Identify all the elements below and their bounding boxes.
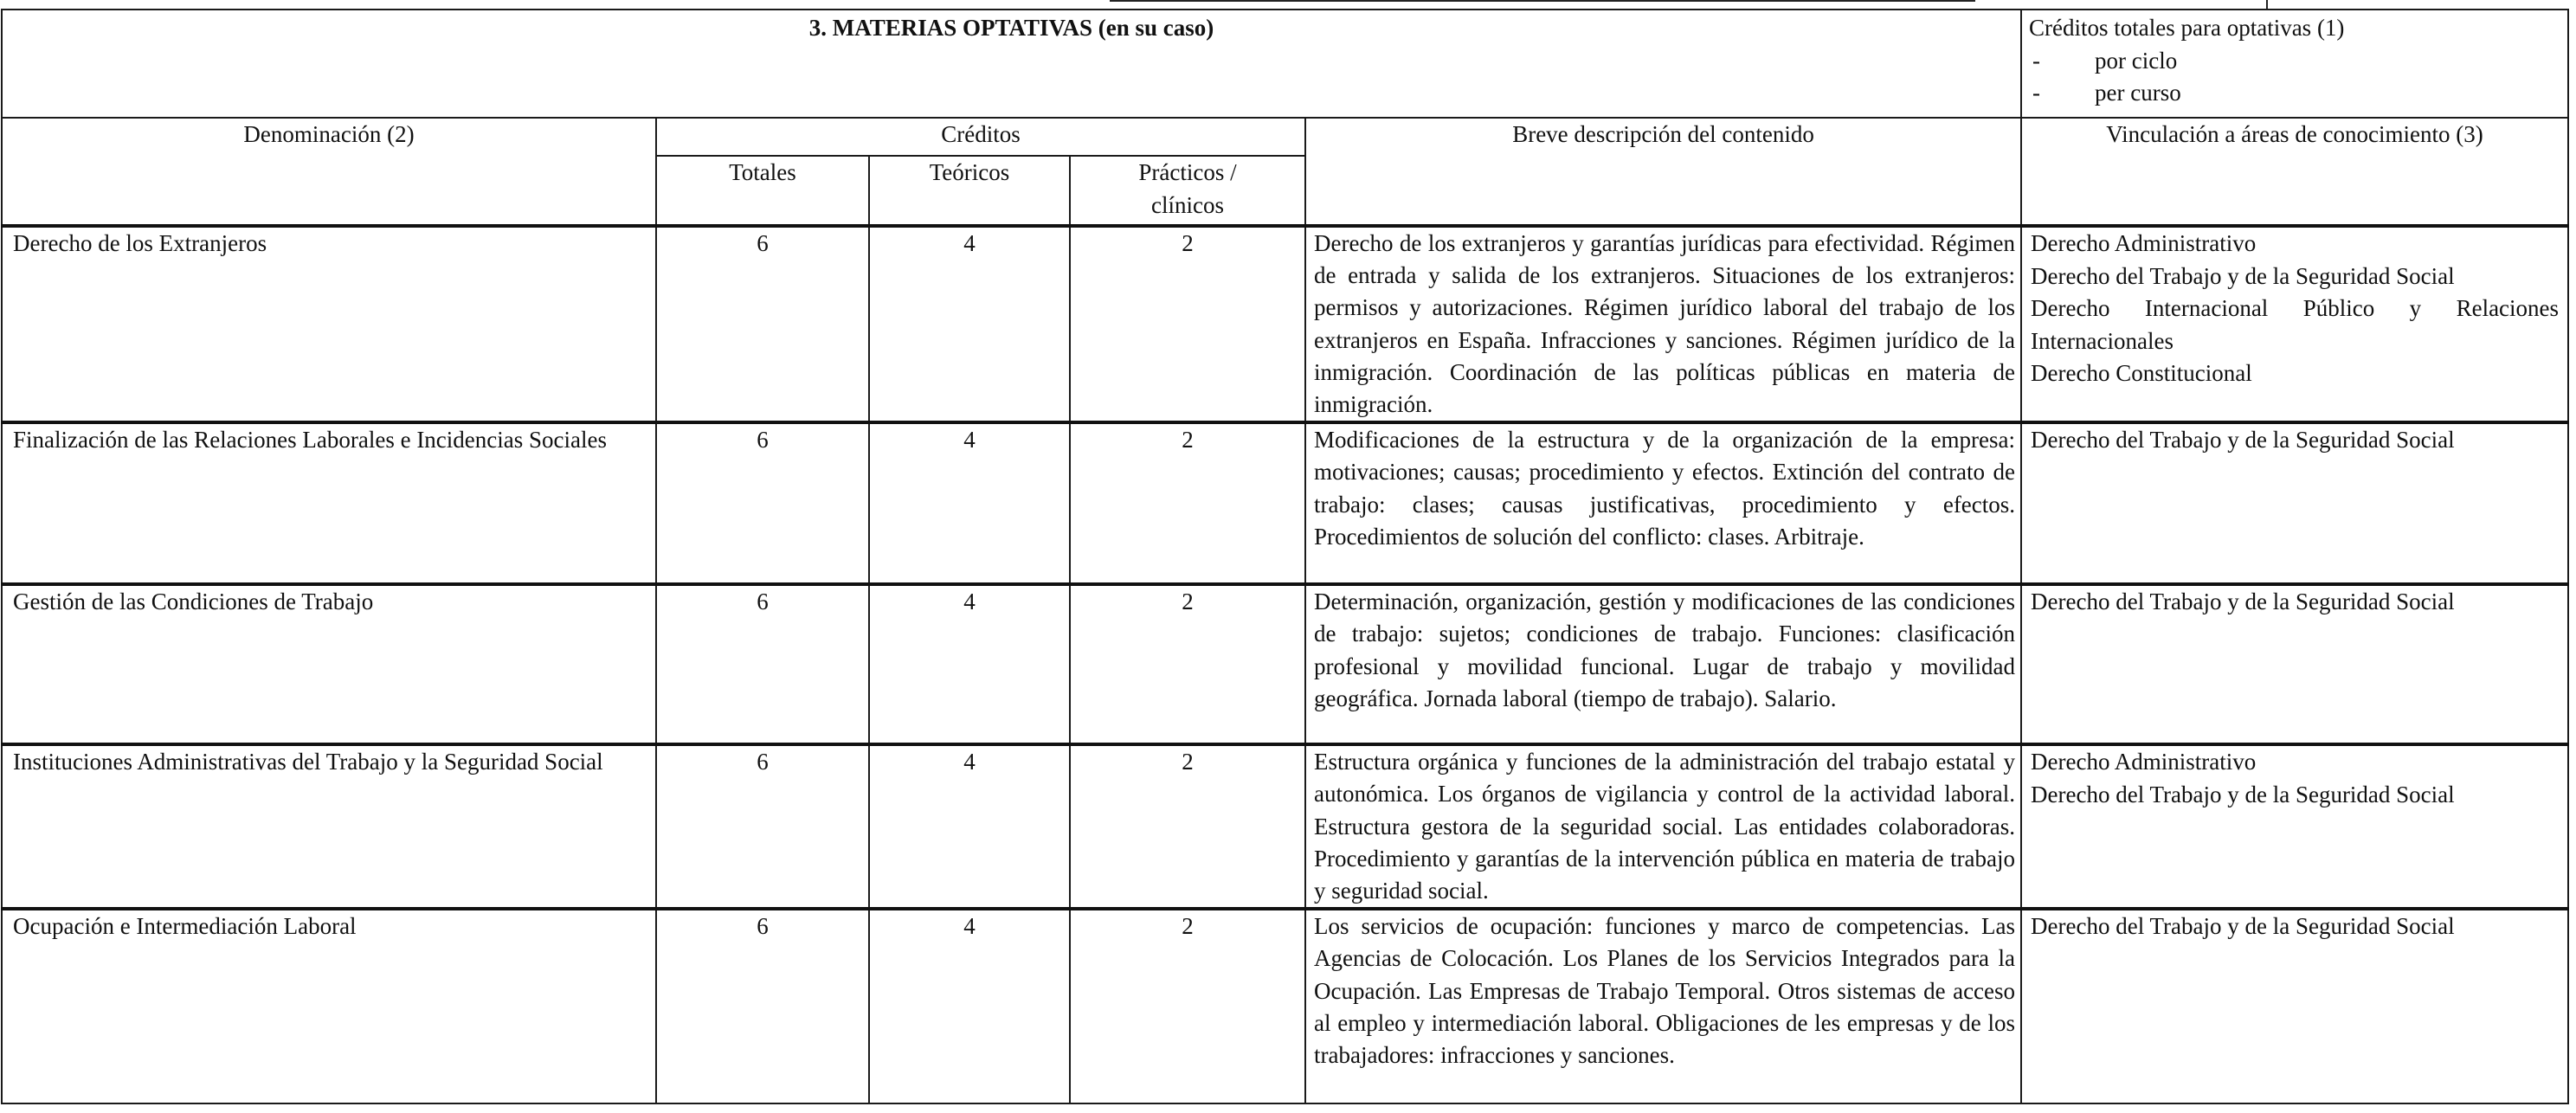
- subject-name: Ocupación e Intermediación Laboral: [2, 909, 656, 1103]
- optativas-table: [1, 9, 2569, 1104]
- knowledge-areas: [2021, 422, 2568, 584]
- optativas-item-label: por ciclo: [2095, 47, 2178, 74]
- table-row: [2, 422, 2568, 584]
- area-item: Derecho Constitucional: [2031, 360, 2252, 386]
- area-item: Derecho del Trabajo y de la Seguridad Social: [2031, 913, 2455, 940]
- knowledge-areas: [2021, 744, 2568, 909]
- subject-description: Determinación, organización, gestión y modificaciones de las condiciones de trabajo: sujetos; condiciones de trabajo. Funciones: clasificación profesional y movilidad funcional. Lugar de trabajo y movilidad geográfica. Jornada laboral (tiempo de trabajo). Salario.: [1305, 584, 2021, 744]
- header-vinculacion: Vinculación a áreas de conocimiento (3): [2021, 118, 2568, 226]
- credits-practicos: 2: [1070, 226, 1305, 422]
- optativas-item-curso: [2029, 77, 2559, 110]
- area-item: Derecho del Trabajo y de la Seguridad Social: [2031, 427, 2455, 454]
- header-descripcion: Breve descripción del contenido: [1305, 118, 2021, 226]
- header-practicos-line1: Prácticos /: [1138, 159, 1237, 185]
- subject-description: Estructura orgánica y funciones de la administración del trabajo estatal y autonómica. Los órganos de vigilancia y control de la actividad laboral. Estructura gestora de la seguridad social. Las entidades colaboradoras. Procedimiento y garantías de la intervención pública en materia de trabajo y seguridad social.: [1305, 744, 2021, 909]
- credits-practicos: 2: [1070, 744, 1305, 909]
- subject-description: Derecho de los extranjeros y garantías jurídicas para efectividad. Régimen de entrada y salida de los extranjeros. Situaciones de los extranjeros: permisos y autorizaciones. Régimen jurídico laboral del trabajo de los extranjeros en España. Infracciones y sanciones. Régimen jurídico de la inmigración. Coordinación de las políticas públicas en materia de inmigración.: [1305, 226, 2021, 422]
- credits-teoricos: 4: [869, 584, 1070, 744]
- area-item: Derecho Administrativo: [2031, 230, 2257, 256]
- title-row: [2, 10, 2568, 118]
- header-practicos-line2: clínicos: [1151, 191, 1224, 218]
- table-row: [2, 226, 2568, 422]
- credits-teoricos: 4: [869, 909, 1070, 1103]
- knowledge-areas: [2021, 909, 2568, 1103]
- optativas-credit-box: [2021, 10, 2568, 118]
- header-teoricos: Teóricos: [869, 156, 1070, 226]
- table-row: [2, 909, 2568, 1103]
- credits-practicos: 2: [1070, 584, 1305, 744]
- area-item: Derecho Internacional Público y Relaciones: [2031, 295, 2560, 321]
- dash-bullet-icon: -: [2032, 80, 2041, 106]
- area-item: Derecho del Trabajo y de la Seguridad Social: [2031, 262, 2455, 289]
- table-row: [2, 584, 2568, 744]
- credits-practicos: 2: [1070, 909, 1305, 1103]
- subject-name: Gestión de las Condiciones de Trabajo: [2, 584, 656, 744]
- section-title: 3. MATERIAS OPTATIVAS (en su caso): [2, 10, 2021, 118]
- page-top-tick: [2266, 0, 2268, 9]
- header-totales: Totales: [656, 156, 869, 226]
- subject-description: Modificaciones de la estructura y de la organización de la empresa: motivaciones; causas; procedimiento y efectos. Extinción del contrato de trabajo: clases; causas justificativas, procedimiento y efectos. Procedimientos de solución del conflicto: clases. Arbitraje.: [1305, 422, 2021, 584]
- subject-name: Instituciones Administrativas del Trabajo y la Seguridad Social: [2, 744, 656, 909]
- knowledge-areas: [2021, 226, 2568, 422]
- area-item: Internacionales: [2031, 327, 2174, 354]
- credits-totales: 6: [656, 584, 869, 744]
- area-item: Derecho Administrativo: [2031, 749, 2257, 775]
- credits-totales: 6: [656, 909, 869, 1103]
- credits-totales: 6: [656, 226, 869, 422]
- area-item: Derecho del Trabajo y de la Seguridad Social: [2031, 589, 2455, 615]
- header-denominacion: Denominación (2): [2, 118, 656, 226]
- subject-name: Finalización de las Relaciones Laborales e Incidencias Sociales: [2, 422, 656, 584]
- credits-totales: 6: [656, 744, 869, 909]
- table-row: [2, 744, 2568, 909]
- area-item: Derecho del Trabajo y de la Seguridad Social: [2031, 781, 2455, 807]
- header-practicos: [1070, 156, 1305, 226]
- knowledge-areas: [2021, 584, 2568, 744]
- credits-teoricos: 4: [869, 744, 1070, 909]
- subject-name: Derecho de los Extranjeros: [2, 226, 656, 422]
- optativas-heading: Créditos totales para optativas (1): [2029, 15, 2345, 41]
- credits-teoricos: 4: [869, 226, 1070, 422]
- dash-bullet-icon: -: [2032, 47, 2041, 74]
- header-creditos: Créditos: [656, 118, 1305, 156]
- page-top-rule: [1110, 0, 1975, 2]
- credits-totales: 6: [656, 422, 869, 584]
- header-row-1: [2, 118, 2568, 156]
- credits-teoricos: 4: [869, 422, 1070, 584]
- optativas-item-ciclo: [2029, 45, 2559, 78]
- credits-practicos: 2: [1070, 422, 1305, 584]
- optativas-item-label: per curso: [2095, 80, 2181, 106]
- subject-description: Los servicios de ocupación: funciones y marco de competencias. Las Agencias de Colocación. Los Planes de los Servicios Integrados para la Ocupación. Las Empresas de Trabajo Temporal. Otros sistemas de acceso al empleo y intermediación laboral. Obligaciones de les empresas y de los trabajadores: infracciones y sanciones.: [1305, 909, 2021, 1103]
